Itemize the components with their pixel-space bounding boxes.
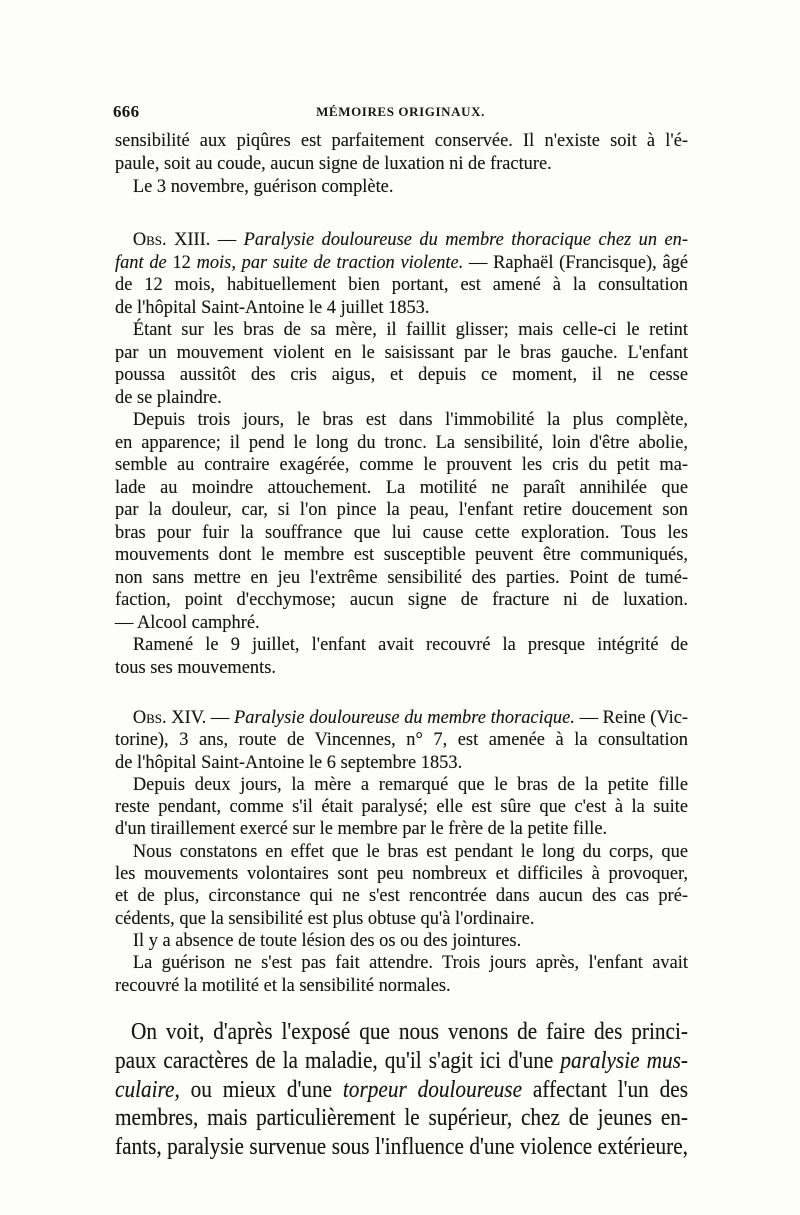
text-run: XIV. — bbox=[166, 708, 235, 728]
text-line: membres, mais particulièrement le supérieur, chez de jeunes en- bbox=[115, 1105, 688, 1132]
text-run: paux caractères de la maladie, qu'il s'agit ici d'une bbox=[115, 1047, 561, 1074]
text-line bbox=[115, 229, 688, 252]
text-line: de l'hôpital Saint-Antoine le 4 juillet 1853. bbox=[115, 297, 430, 318]
text-run: — Raphaël (Francisque), âgé bbox=[463, 252, 689, 273]
discussion-paragraph bbox=[115, 1018, 688, 1162]
text-line: de 12 mois, habituellement bien portant, est amené à la consultation bbox=[115, 275, 688, 295]
text-line: Ramené le 9 juillet, l'enfant avait recouvré la presque intégrité de bbox=[132, 635, 688, 655]
text-line: Étant sur les bras de sa mère, il faillit glisser; mais celle-ci le retint bbox=[132, 320, 688, 340]
continued-observation-text bbox=[115, 130, 688, 199]
text-line: bras pour fuir la souffrance que lui cause cette exploration. Tous les bbox=[115, 522, 688, 543]
text-line: poussa aussitôt des cris aigus, et depuis ce moment, il ne cesse bbox=[115, 365, 688, 385]
text-line bbox=[115, 707, 688, 729]
text-line: paule, soit au coude, aucun signe de luxation ni de fracture. bbox=[115, 154, 552, 174]
text-run: affectant l'un des bbox=[522, 1076, 689, 1103]
italic-run: fant de bbox=[115, 252, 173, 273]
text-line: d'un tiraillement exercé sur le membre par le frère de la petite fille. bbox=[115, 819, 608, 840]
running-title: MÉMOIRES ORIGINAUX. bbox=[316, 104, 485, 119]
text-line: Depuis deux jours, la mère a remarqué que le bras de la petite fille bbox=[132, 774, 688, 795]
text-line: sensibilité aux piqûres est parfaitement conservée. Il n'existe soit à l'é- bbox=[115, 131, 688, 151]
text-line: Nous constatons en effet que le bras est pendant le long du corps, que bbox=[132, 841, 688, 862]
running-header bbox=[113, 100, 688, 124]
text-line: — Alcool camphré. bbox=[115, 612, 260, 633]
text-line: torine), 3 ans, route de Vincennes, n° 7, est amenée à la consultation bbox=[115, 730, 688, 751]
text-run: ou mieux d'une bbox=[179, 1076, 343, 1103]
text-line: non sans mettre en jeu l'extrême sensibilité des parties. Point de tumé- bbox=[115, 567, 688, 588]
text-line: Il y a absence de toute lésion des os ou des jointures. bbox=[132, 930, 522, 951]
text-line: On voit, d'après l'exposé que nous venons de faire des princi- bbox=[130, 1019, 688, 1045]
text-line: reste pendant, comme s'il était paralysé; elle est sûre que c'est à la suite bbox=[115, 797, 688, 818]
italic-run: torpeur douloureuse bbox=[342, 1076, 523, 1103]
text-line: tous ses mouvements. bbox=[115, 657, 276, 678]
italic-run: paralysie mus- bbox=[560, 1047, 688, 1074]
text-line: cédents, que la sensibilité est plus obtuse qu'à l'ordinaire. bbox=[115, 908, 535, 929]
text-line: mouvements dont le membre est susceptible peuvent être communiqués, bbox=[115, 545, 688, 565]
text-line: faction, point d'ecchymose; aucun signe de fracture ni de luxation. bbox=[115, 590, 688, 610]
text-line: lade au moindre attouchement. La motilité ne paraît annihilée que bbox=[115, 477, 688, 498]
small-caps-run: Obs. bbox=[132, 708, 167, 728]
text-line bbox=[115, 1047, 688, 1076]
text-line: Depuis trois jours, le bras est dans l'immobilité la plus complète, bbox=[132, 410, 688, 430]
text-line: en apparence; il pend le long du tronc. La sensibilité, loin d'être abolie, bbox=[115, 432, 688, 453]
text-line bbox=[115, 252, 688, 275]
text-line: de l'hôpital Saint-Antoine le 6 septembre 1853. bbox=[115, 752, 463, 773]
text-line: par la douleur, car, si l'on pince la peau, l'enfant retire doucement son bbox=[115, 500, 688, 520]
observation-xiii bbox=[115, 229, 688, 679]
text-run: — Reine (Vic- bbox=[574, 708, 688, 728]
text-line: Le 3 novembre, guérison complète. bbox=[132, 177, 394, 197]
text-line bbox=[115, 1076, 688, 1105]
text-line: fants, paralysie survenue sous l'influence d'une violence extérieure, bbox=[115, 1134, 688, 1161]
italic-run: culaire, bbox=[115, 1076, 180, 1103]
italic-run: Paralysie douloureuse du membre thoracique. bbox=[234, 708, 575, 728]
italic-run: Paralysie douloureuse du membre thoracique chez un en- bbox=[243, 230, 688, 250]
text-line: semble au contraire exagérée, comme le prouvent les cris du petit ma- bbox=[115, 455, 688, 475]
text-line: les mouvements volontaires sont peu nombreux et difficiles à provoquer, bbox=[115, 864, 688, 885]
text-line: et de plus, circonstance qui ne s'est rencontrée dans aucun des cas pré- bbox=[115, 886, 688, 907]
page-number: 666 bbox=[113, 102, 140, 121]
text-line: de se plaindre. bbox=[115, 387, 222, 408]
text-line: par un mouvement violent en le saisissant par le bras gauche. L'enfant bbox=[115, 342, 688, 363]
small-caps-run: Obs. bbox=[132, 230, 167, 250]
observation-xiv bbox=[115, 707, 688, 997]
italic-run: mois, par suite de traction violente. bbox=[190, 252, 464, 273]
text-run: XIII. — bbox=[166, 230, 244, 250]
text-line: La guérison ne s'est pas fait attendre. Trois jours après, l'enfant avait bbox=[132, 953, 688, 974]
text-run: 12 bbox=[172, 252, 191, 273]
text-line: recouvré la motilité et la sensibilité normales. bbox=[115, 975, 451, 996]
